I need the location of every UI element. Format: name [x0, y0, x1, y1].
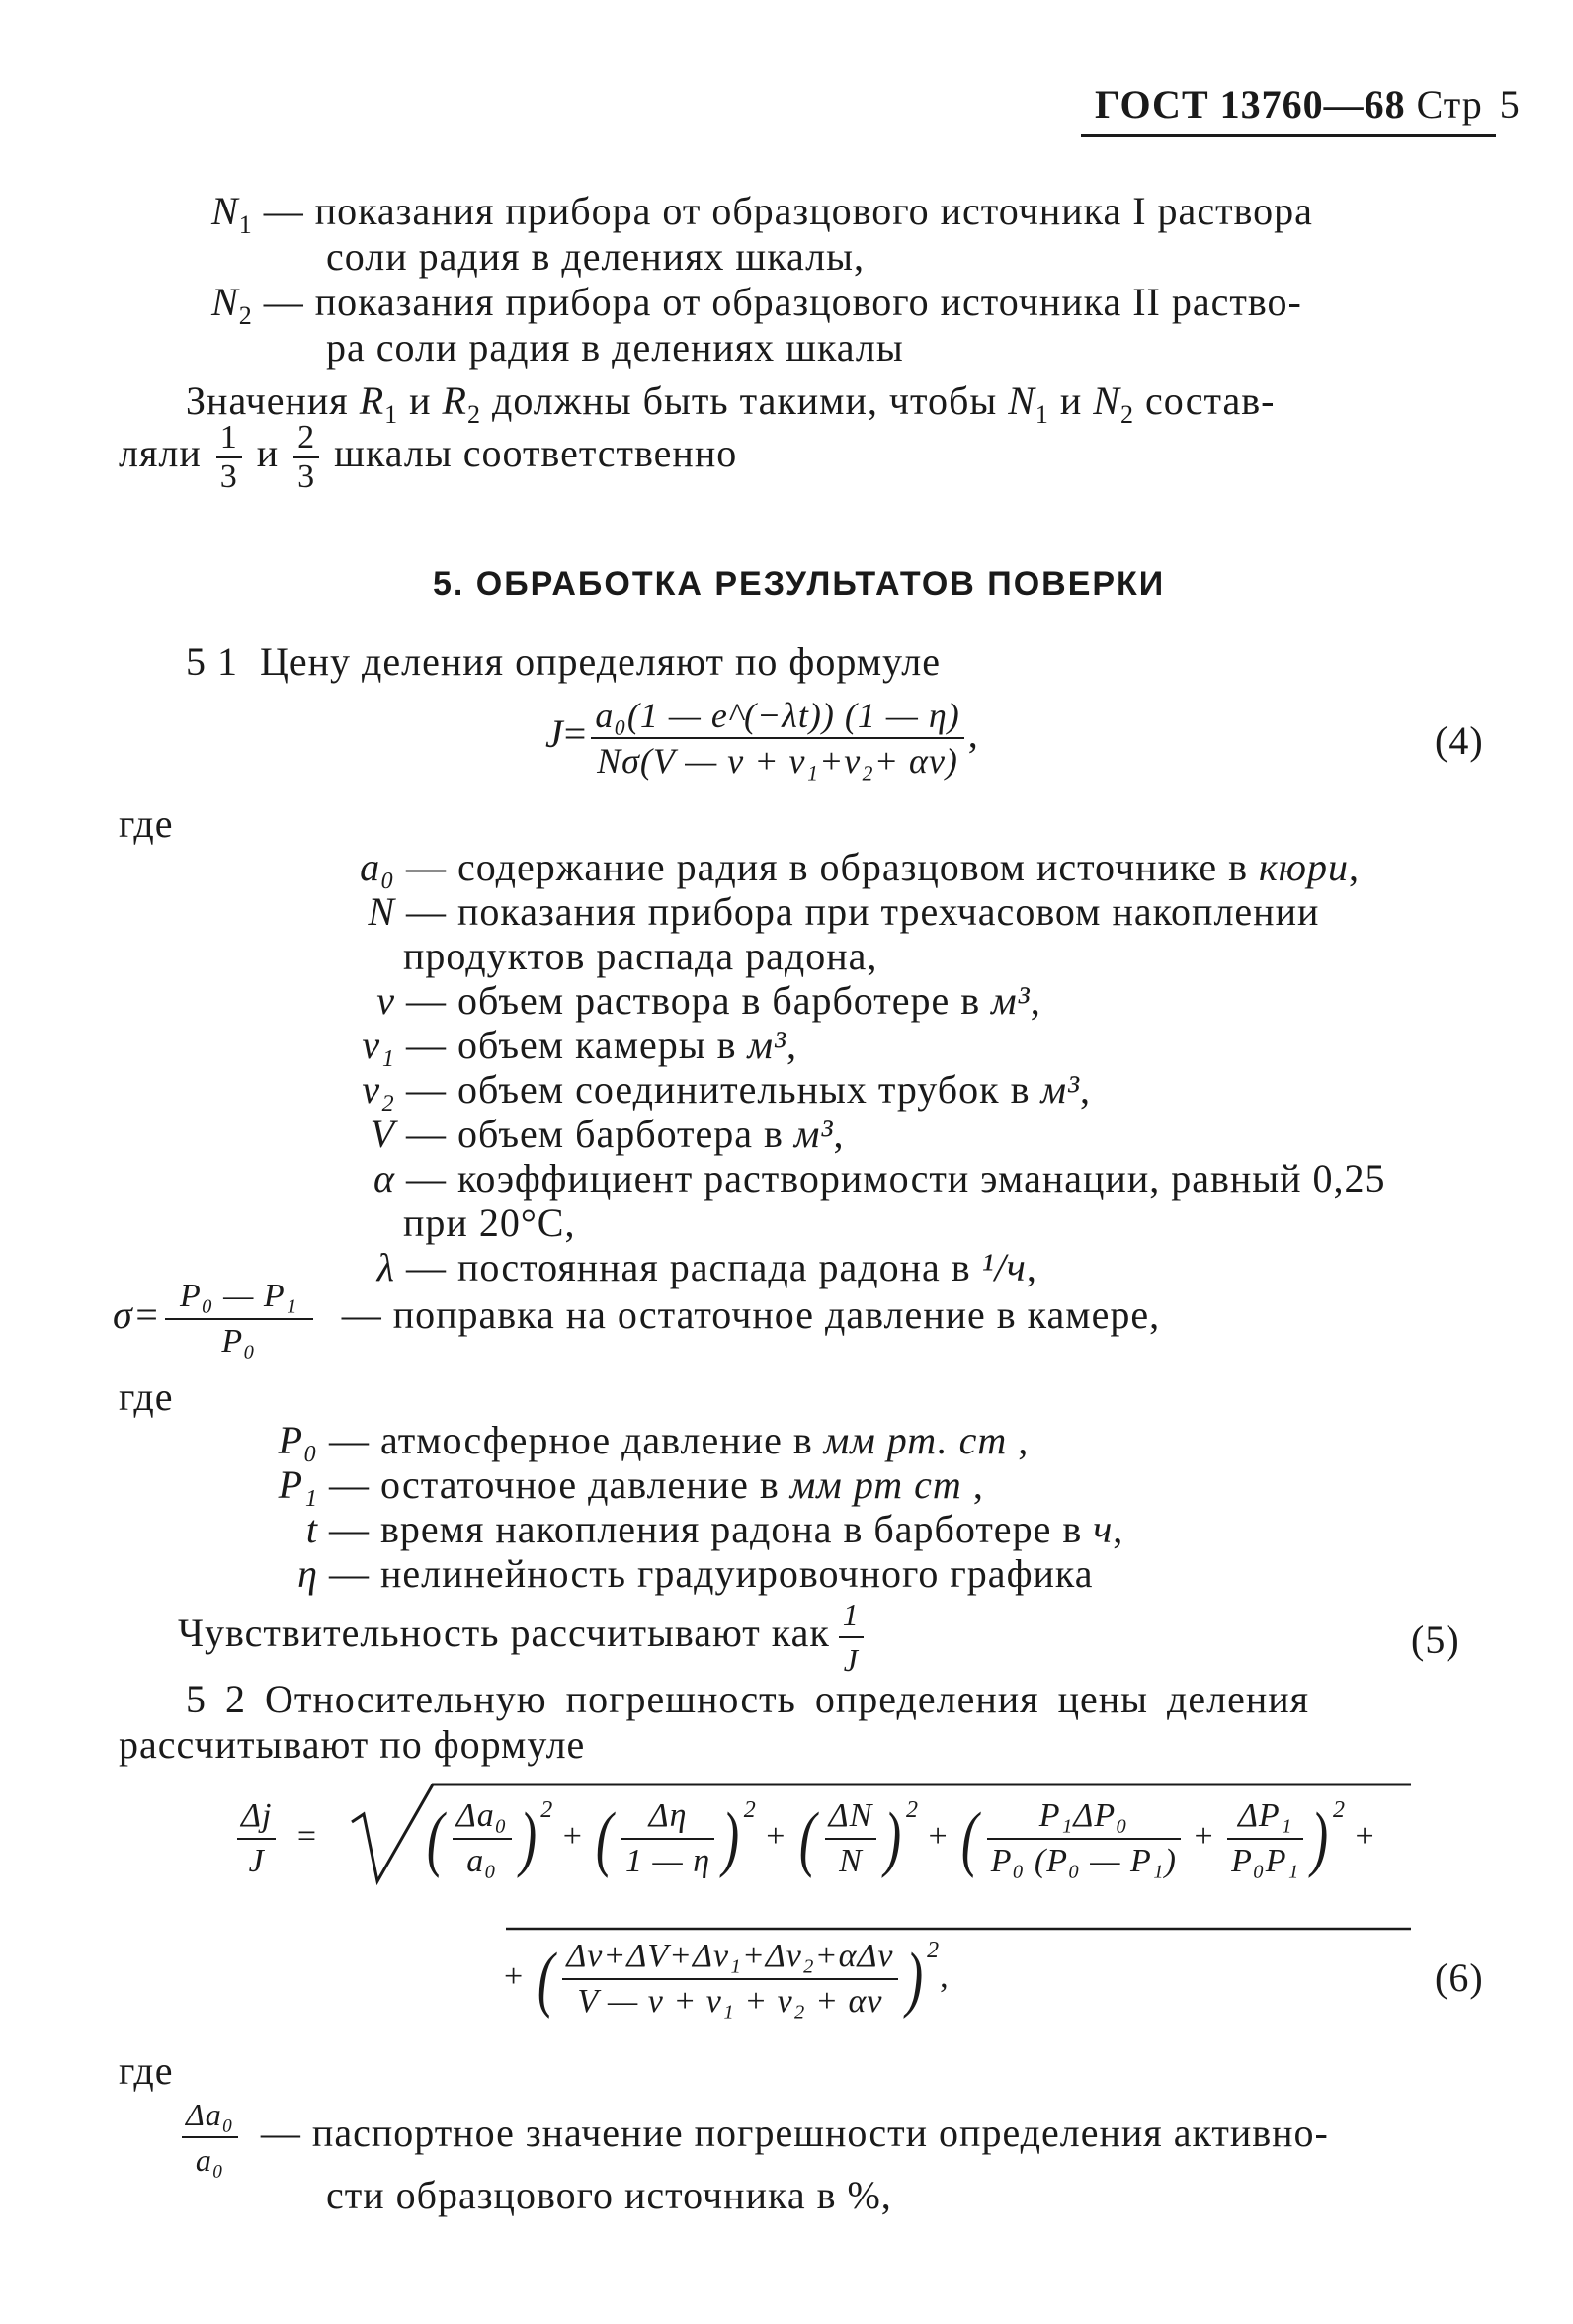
- page-header: [1095, 83, 1521, 126]
- definition-symbol: P₁: [278, 1462, 318, 1507]
- final-definition-cont: сти образцового источника в %,: [326, 2173, 892, 2217]
- definition-unit: м³: [1040, 1067, 1080, 1112]
- sensitivity-line: Чувствительность рассчитывают как $\frac{1}{J}$: [178, 1593, 868, 1682]
- definition-text: продуктов распада радона,: [403, 934, 878, 978]
- definition-line: [403, 935, 877, 978]
- definition-unit: мм рт. ст: [823, 1418, 1008, 1462]
- definition-unit: м³: [793, 1112, 834, 1156]
- formula-4-numerator: a₀(1 — e^(−λt)) (1 — η): [591, 694, 963, 739]
- n2-definition-cont: ра соли радия в делениях шкалы: [326, 325, 904, 370]
- formula-6-line1: $\frac{\Delta j}{J}$ = ( $\frac{\text{Δa₀}}{\text{a₀}}$ ) $^2$ + ( $\frac{\Delta\eta}{1 — \eta}$ ) $^2$ + ( $\frac{\Delta N}{N}$ ) $^2$ + ( $\frac{\text{P₁ΔP₀}}{\text{P₀ (P₀ — P₁)}}$ + $\frac{\text{ΔP₁}}{\text{P₀P₁}}$ ) $^2$ +: [233, 1788, 1375, 1883]
- definition-line: [0, 1552, 1093, 1596]
- paragraph-5-1: 5 1 Цену деления определяют по формуле: [186, 639, 941, 684]
- definition-text: — содержание радия в образцовом источнике в: [406, 845, 1249, 889]
- definition-text: — нелинейность градуировочного графика: [329, 1551, 1094, 1596]
- definition-text: при 20°С,: [403, 1201, 576, 1245]
- definition-line: [0, 979, 1041, 1023]
- definition-symbol: N: [368, 889, 395, 934]
- n1-definition-cont: соли радия в делениях шкалы,: [326, 234, 865, 279]
- definition-text: — остаточное давление в: [329, 1462, 780, 1507]
- sigma-definition: σ= $\frac{\text{P₀ — P₁}}{\text{P₀}}$ — поправка на остаточное давление в камере,: [113, 1275, 1160, 1364]
- definition-tail: ,: [1007, 1418, 1030, 1462]
- final-definition: $\frac{\text{Δa₀}}{\text{a₀}}$ — паспортное значение погрешности определения активно-: [178, 2093, 1329, 2182]
- definition-line: [0, 1463, 984, 1507]
- definition-text: — показания прибора при трехчасовом накоплении: [406, 889, 1320, 934]
- definition-symbol: P₀: [278, 1418, 318, 1462]
- definition-text: — атмосферное давление в: [329, 1418, 813, 1462]
- formula-4: J= $\frac{\text{a₀(1 — e\textasciicircum{}(−λt)) (1 — η)}}{\text{Nσ(V — v + v₁+v₂+ αv)}}$ ,: [545, 696, 979, 781]
- formula-4-denominator: Nσ(V — v + v₁+v₂+ αv): [597, 741, 958, 781]
- definition-tail: ,: [1079, 1067, 1091, 1112]
- paragraph-5-2: 5 2 Относительную погрешность определения цены деления: [186, 1677, 1310, 1721]
- definition-text: — объем барботера в: [406, 1112, 784, 1156]
- definition-line: [0, 1024, 797, 1067]
- where-label-2: где: [119, 1374, 174, 1419]
- values-paragraph-line2: ляли $\frac{1}{3}$ и $\frac{2}{3}$ шкалы соответственно: [119, 419, 738, 495]
- fraction-two-thirds: $\frac{2}{3}$: [293, 419, 319, 496]
- definition-symbol: v₁: [362, 1023, 395, 1067]
- n1-symbol: N: [211, 189, 239, 233]
- definition-symbol: t: [305, 1507, 318, 1551]
- where-label-3: где: [119, 2048, 174, 2093]
- definition-line: [403, 1202, 576, 1245]
- definition-symbol: V: [370, 1112, 395, 1156]
- definition-text: — постоянная распада радона в: [406, 1245, 971, 1289]
- definition-line: [0, 846, 1360, 889]
- paragraph-5-2-cont: рассчитывают по формуле: [119, 1722, 586, 1767]
- definition-tail: ,: [961, 1462, 984, 1507]
- definition-symbol: α: [373, 1156, 395, 1201]
- n2-symbol: N: [211, 280, 239, 324]
- definition-text: — коэффициент растворимости эманации, равный 0,25: [406, 1156, 1386, 1201]
- definition-unit: м³: [991, 978, 1031, 1023]
- section-title: 5. ОБРАБОТКА РЕЗУЛЬТАТОВ ПОВЕРКИ: [433, 565, 1166, 603]
- page-number: 5: [1499, 82, 1521, 126]
- page-label: Стр: [1416, 82, 1483, 126]
- n2-definition: $N_2$ — показания прибора от образцового источника II раство-: [211, 280, 1302, 330]
- standard-number: ГОСТ 13760—68: [1095, 82, 1406, 126]
- definition-line: [0, 1419, 1029, 1462]
- definition-symbol: λ: [376, 1245, 395, 1289]
- definition-tail: ,: [1030, 978, 1041, 1023]
- definition-text: — время накопления радона в барботере в: [329, 1507, 1083, 1551]
- definition-unit: м³: [747, 1023, 787, 1067]
- definition-text: — объем соединительных трубок в: [406, 1067, 1031, 1112]
- definition-tail: ,: [1026, 1245, 1037, 1289]
- fraction-one-third: $\frac{1}{3}$: [216, 419, 242, 496]
- definition-line: [0, 1113, 844, 1156]
- definition-line: [0, 1508, 1123, 1551]
- definition-symbol: η: [297, 1551, 318, 1596]
- definition-tail: ,: [833, 1112, 845, 1156]
- definition-line: [0, 890, 1319, 934]
- n1-definition: $N_1$ — показания прибора от образцового источника I раствора: [211, 189, 1313, 239]
- formula-5-label: (5): [1411, 1618, 1460, 1662]
- definition-unit: мм рт ст: [789, 1462, 962, 1507]
- radical-sign: [348, 1779, 1415, 2075]
- where-label-1: где: [119, 801, 174, 846]
- definition-tail: ,: [1113, 1507, 1124, 1551]
- formula-6-line2: + ( $\frac{\text{Δv+ΔV+Δv₁+Δv₂+αΔv}}{\text{V — v + v₁ + v₂ + αv}}$ ) $^2$,: [504, 1929, 950, 2024]
- definition-symbol: a₀: [360, 845, 395, 889]
- header-rule: [1081, 134, 1496, 137]
- values-paragraph: Значения $R_1$ и $R_2$ должны быть такими, чтобы $N_1$ и $N_2$ состав-: [186, 378, 1276, 429]
- definition-text: — объем камеры в: [406, 1023, 737, 1067]
- definition-text: — объем раствора в барботере в: [406, 978, 981, 1023]
- definition-tail: ,: [786, 1023, 798, 1067]
- definition-tail: ,: [1348, 845, 1360, 889]
- definition-unit: ¹/ч: [981, 1245, 1027, 1289]
- definition-line: [0, 1068, 1091, 1112]
- definition-unit: кюри: [1259, 845, 1349, 889]
- definition-line: [0, 1157, 1386, 1201]
- definition-symbol: v₂: [362, 1067, 395, 1112]
- definition-symbol: v: [376, 978, 395, 1023]
- formula-6-label: (6): [1435, 1955, 1484, 2000]
- formula-4-label: (4): [1435, 718, 1484, 763]
- definition-unit: ч: [1093, 1507, 1114, 1551]
